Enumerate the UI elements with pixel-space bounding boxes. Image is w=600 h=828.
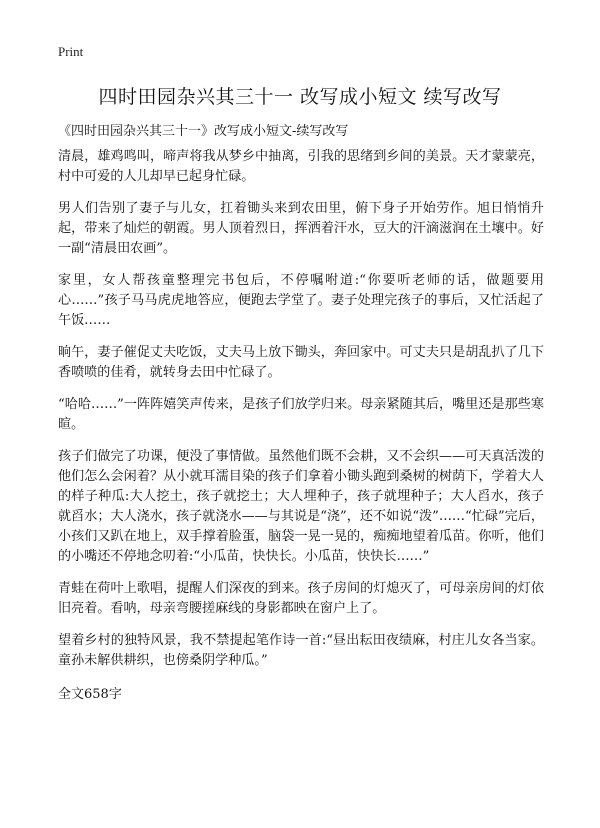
document-subtitle: 《四时田园杂兴其三十一》改写成小短文-续写改写 — [58, 124, 349, 139]
paragraph: “哈哈……”一阵阵嬉笑声传来，是孩子们放学归来。母亲紧随其后，嘴里还是那些寒暄。 — [58, 397, 544, 432]
paragraph: 晌午，妻子催促丈夫吃饭，丈夫马上放下锄头，奔回家中。可丈夫只是胡乱扒了几下香喷喷的佳肴，就转身去田中忙碌了。 — [58, 345, 544, 380]
print-link[interactable]: Print — [58, 44, 84, 59]
paragraph: 孩子们做完了功课，便没了事情做。虽然他们既不会耕，又不会织——可天真活泼的他们怎么会闲着？从小就耳濡目染的孩子们拿着小锄头跑到桑树的树荫下，学着大人的样子种瓜:大人挖土，孩子就挖土；大人埋种子，孩子就埋种子；大人舀水，孩子就舀水；大人浇水，孩子就浇水——与其说是“浇”，还不如说“泼”……“忙碌”完后，小孩们又趴在地上，双手撑着脸蛋，脑袋一晃一晃的，痴痴地望着瓜苗。你听，他们的小嘴还不停地念叨着:“小瓜苗，快快长。小瓜苗，快快长……” — [58, 449, 544, 564]
document-title: 四时田园杂兴其三十一 改写成小短文 续写改写 — [98, 86, 502, 108]
word-count: 全文658字 — [58, 687, 122, 702]
paragraph: 清晨，雄鸡鸣叫，啼声将我从梦乡中抽离，引我的思绪到乡间的美景。天才蒙蒙亮，村中可爱的人儿却早已起身忙碌。 — [58, 149, 544, 184]
paragraph: 男人们告别了妻子与儿女，扛着锄头来到农田里，俯下身子开始劳作。旭日悄悄升起，带来了灿烂的朝霞。男人顶着烈日，挥洒着汗水，豆大的汗滴滋润在土壤中。好一副“清晨田农画”。 — [58, 201, 544, 256]
paragraph: 家里，女人帮孩童整理完书包后，不停嘱咐道:“你要听老师的话，做题要用心……”孩子马马虎虎地答应，便跑去学堂了。妻子处理完孩子的事后，又忙活起了午饭…… — [58, 273, 544, 328]
paragraph: 望着乡村的独特风景，我不禁提起笔作诗一首:“昼出耘田夜绩麻，村庄儿女各当家。童孙未解供耕织，也傍桑阴学种瓜。” — [58, 633, 544, 668]
paragraph: 青蛙在荷叶上歌唱，提醒人们深夜的到来。孩子房间的灯熄灭了，可母亲房间的灯依旧亮着。看呐，母亲弯腰搓麻线的身影都映在窗户上了。 — [58, 581, 544, 616]
article-body — [58, 147, 544, 702]
